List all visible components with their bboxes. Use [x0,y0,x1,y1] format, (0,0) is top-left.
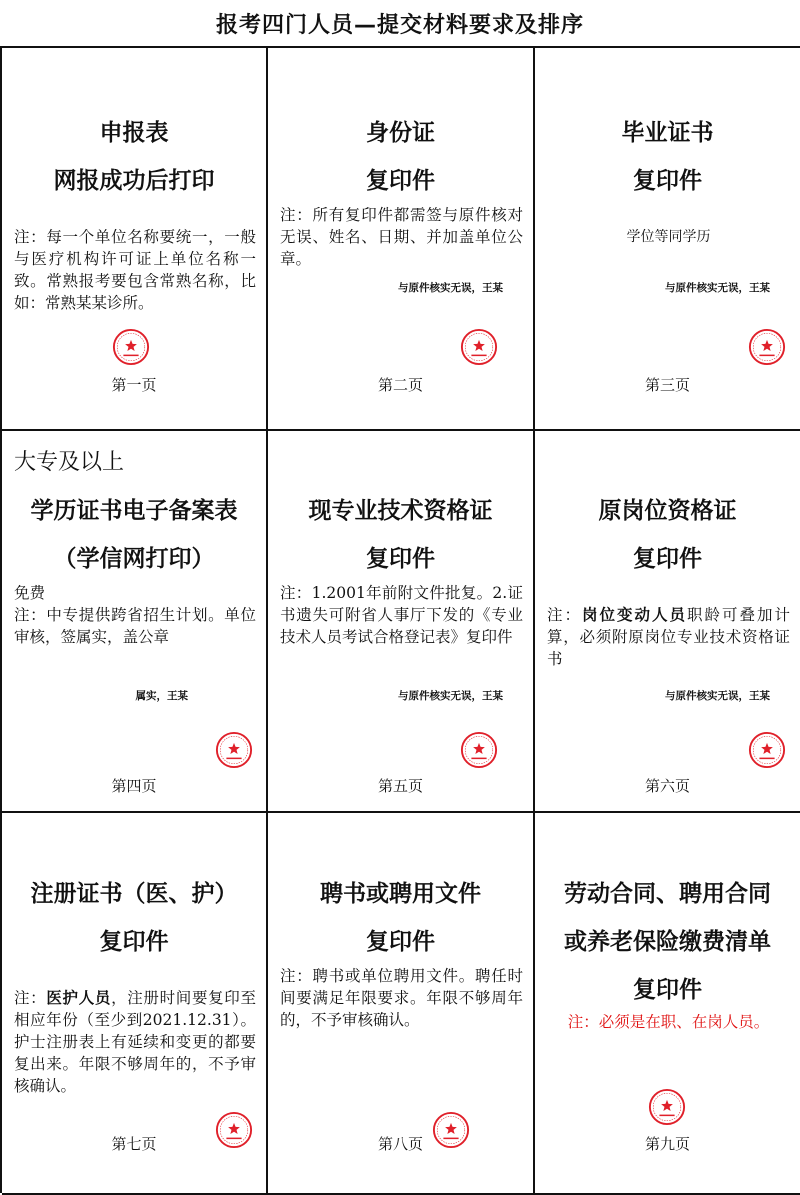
page-number: 第七页 [111,1135,157,1153]
material-card-4 [2,431,268,813]
card-subheading: 复印件 [366,546,435,572]
official-stamp-icon [748,328,786,366]
card-subheading: 复印件 [99,929,169,955]
card-note: 注：所有复印件都需签与原件核对无误、姓名、日期、并加盖单位公章。 [280,206,523,268]
material-card-6 [535,431,800,813]
card-note-warning: 注：必须是在职、在岗人员。 [567,1013,770,1031]
stamp-star [473,340,485,351]
note-prefix: 注： [547,606,582,624]
card-heading: 学历证书电子备案表 [30,498,238,524]
page-number: 第六页 [644,777,690,795]
note-body: ，注册时间要复印至相应年份（至少到2021.12.31）。护士注册表上有延续和变更的都要复出来。年限不够周年的，不予审核确认。 [14,989,256,1095]
note-body: 职龄可叠加计算，必须附原岗位专业技术资格证书 [547,606,790,668]
page-number: 第五页 [377,777,423,795]
page-number: 第八页 [377,1135,423,1153]
card-heading: 劳动合同、聘用合同 [564,881,771,907]
card-note: 注：1.2001年前附文件批复。2.证书遗失可附省人事厅下发的《专业技术人员考试合格登记表》复印件 [280,584,523,646]
card-subheading: 复印件 [633,168,702,194]
handwritten-annotation: 与原件核实无误，王某 [398,282,503,294]
official-stamp-icon [112,328,150,366]
card-heading: 原岗位资格证 [598,498,737,524]
card-subheading: 网报成功后打印 [53,168,215,194]
stamp-text-line [659,1115,674,1117]
stamp-text-line [759,758,774,760]
material-card-9 [535,813,800,1195]
card-note [14,987,256,1097]
handwritten-annotation: 属实，王某 [135,690,188,702]
page-number: 第九页 [644,1135,690,1153]
card-note: 学位等同学历 [626,229,711,245]
stamp-star [125,340,137,351]
card-note-free: 免费 [14,584,46,602]
stamp-text-line [226,758,241,760]
material-card-1 [2,48,268,431]
material-card-8 [268,813,535,1195]
note-emphasis: 岗位变动人员 [582,605,687,624]
note-prefix: 注： [14,989,47,1007]
card-heading: 现专业技术资格证 [308,498,493,524]
stamp-star [228,743,240,754]
handwritten-annotation: 与原件核实无误，王某 [665,690,770,702]
stamp-text-line [759,355,774,357]
stamp-star [761,340,773,351]
card-note [547,604,790,670]
card-subheading: 或养老保险缴费清单 [564,929,771,955]
materials-grid [0,46,800,1193]
page-number: 第三页 [644,376,690,394]
material-card-2 [268,48,535,431]
stamp-text-line [471,355,486,357]
card-subheading-2: 复印件 [633,977,702,1003]
card-heading: 注册证书（医、护） [30,881,238,907]
material-card-5 [268,431,535,813]
stamp-text-line [123,355,138,357]
qualification-tag: 大专及以上 [14,450,125,475]
card-subheading: 复印件 [366,929,435,955]
official-stamp-icon [648,1088,686,1126]
material-card-3 [535,48,800,431]
card-note: 注：每一个单位名称要统一，一般与医疗机构许可证上单位名称一致。常熟报考要包含常熟名称，比如：常熟某某诊所。 [14,228,256,312]
material-card-7 [2,813,268,1195]
official-stamp-icon [460,328,498,366]
official-stamp-icon [460,731,498,769]
official-stamp-icon [748,731,786,769]
note-emphasis: 医护人员 [46,988,112,1007]
card-subheading: 复印件 [633,546,702,572]
handwritten-annotation: 与原件核实无误，王某 [665,282,770,294]
card-subheading: （学信网打印） [53,546,215,572]
stamp-star [661,1100,673,1111]
stamp-star [761,743,773,754]
stamp-text-line [471,758,486,760]
card-heading: 身份证 [366,120,435,146]
stamp-star [473,743,485,754]
page-title: 报考四门人员—提交材料要求及排序 [215,12,584,38]
card-note: 注：中专提供跨省招生计划。单位审核，签属实，盖公章 [14,606,256,646]
card-heading: 毕业证书 [621,120,714,146]
page-number: 第四页 [111,777,157,795]
card-note: 注：聘书或单位聘用文件。聘任时间要满足年限要求。年限不够周年的，不予审核确认。 [280,967,523,1029]
card-subheading: 复印件 [366,168,435,194]
official-stamp-icon [215,731,253,769]
card-heading: 聘书或聘用文件 [320,881,481,907]
page-number: 第二页 [377,376,423,394]
page-number: 第一页 [111,376,157,394]
card-heading: 申报表 [99,120,169,146]
handwritten-annotation: 与原件核实无误，王某 [398,690,503,702]
